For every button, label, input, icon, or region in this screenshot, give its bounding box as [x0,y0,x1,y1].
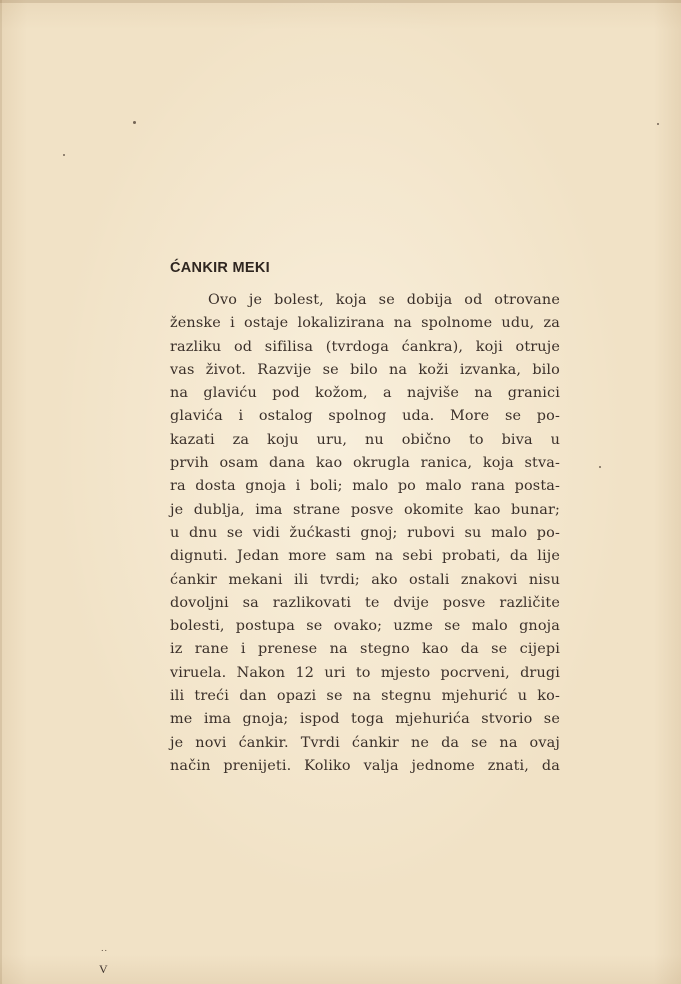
text-line: dignuti. Jedan more sam na sebi probati, da lije [170,548,560,565]
page-left-edge [0,0,2,984]
text-line: viruela. Nakon 12 uri to mjesto pocrveni, drugi [170,664,560,681]
text-line: vas život. Razvije se bilo na koži izvanka, bilo [170,361,560,378]
text-line: ćankir mekani ili tvrdi; ako ostali znakovi nisu [170,571,560,588]
text-line: na glaviću pod kožom, a najviše na granici [170,385,560,402]
page-top-edge [0,0,681,3]
paper-speck [133,121,136,124]
text-line: ili treći dan opazi se na stegnu mjehurić u ko- [170,688,560,705]
text-line: razliku od sifilisa (tvrdoga ćankra), koji otruje [170,338,560,355]
text-line: je novi ćankir. Tvrdi ćankir ne da se na ovaj [170,734,560,751]
signature-mark: V [99,962,109,976]
text-line: način prenijeti. Koliko valja jednome znati, da [170,757,560,774]
paper-speck [63,154,65,156]
text-line: u dnu se vidi žućkasti gnoj; rubovi su malo po- [170,524,560,541]
text-line: ženske i ostaje lokalizirana na spolnome udu, za [170,315,560,332]
text-line: Ovo je bolest, koja se dobija od otrovane [208,292,560,308]
signature-marks: .. [101,944,109,953]
text-line: ra dosta gnoja i boli; malo po malo rana posta- [170,478,560,495]
text-line: je dublja, ima strane posve okomite kao bunar; [170,501,560,518]
text-line: me ima gnoja; ispod toga mjehurića stvorio se [170,711,560,728]
paper-speck [599,466,601,468]
text-line: kazati za koju uru, nu obično to biva u [170,431,560,448]
text-line: bolesti, postupa se ovako; uzme se malo gnoja [170,618,560,635]
page-title: ĆANKIR MEKI [170,260,270,276]
text-line: iz rane i prenese na stegno kao da se cijepi [170,641,560,658]
text-line: glavića i ostalog spolnog uda. More se po- [170,408,560,425]
paper-speck [657,123,659,125]
text-line: dovoljni sa razlikovati te dvije posve različite [170,594,560,611]
body-text [170,289,560,778]
text-line: prvih osam dana kao okrugla ranica, koja stva- [170,455,560,472]
